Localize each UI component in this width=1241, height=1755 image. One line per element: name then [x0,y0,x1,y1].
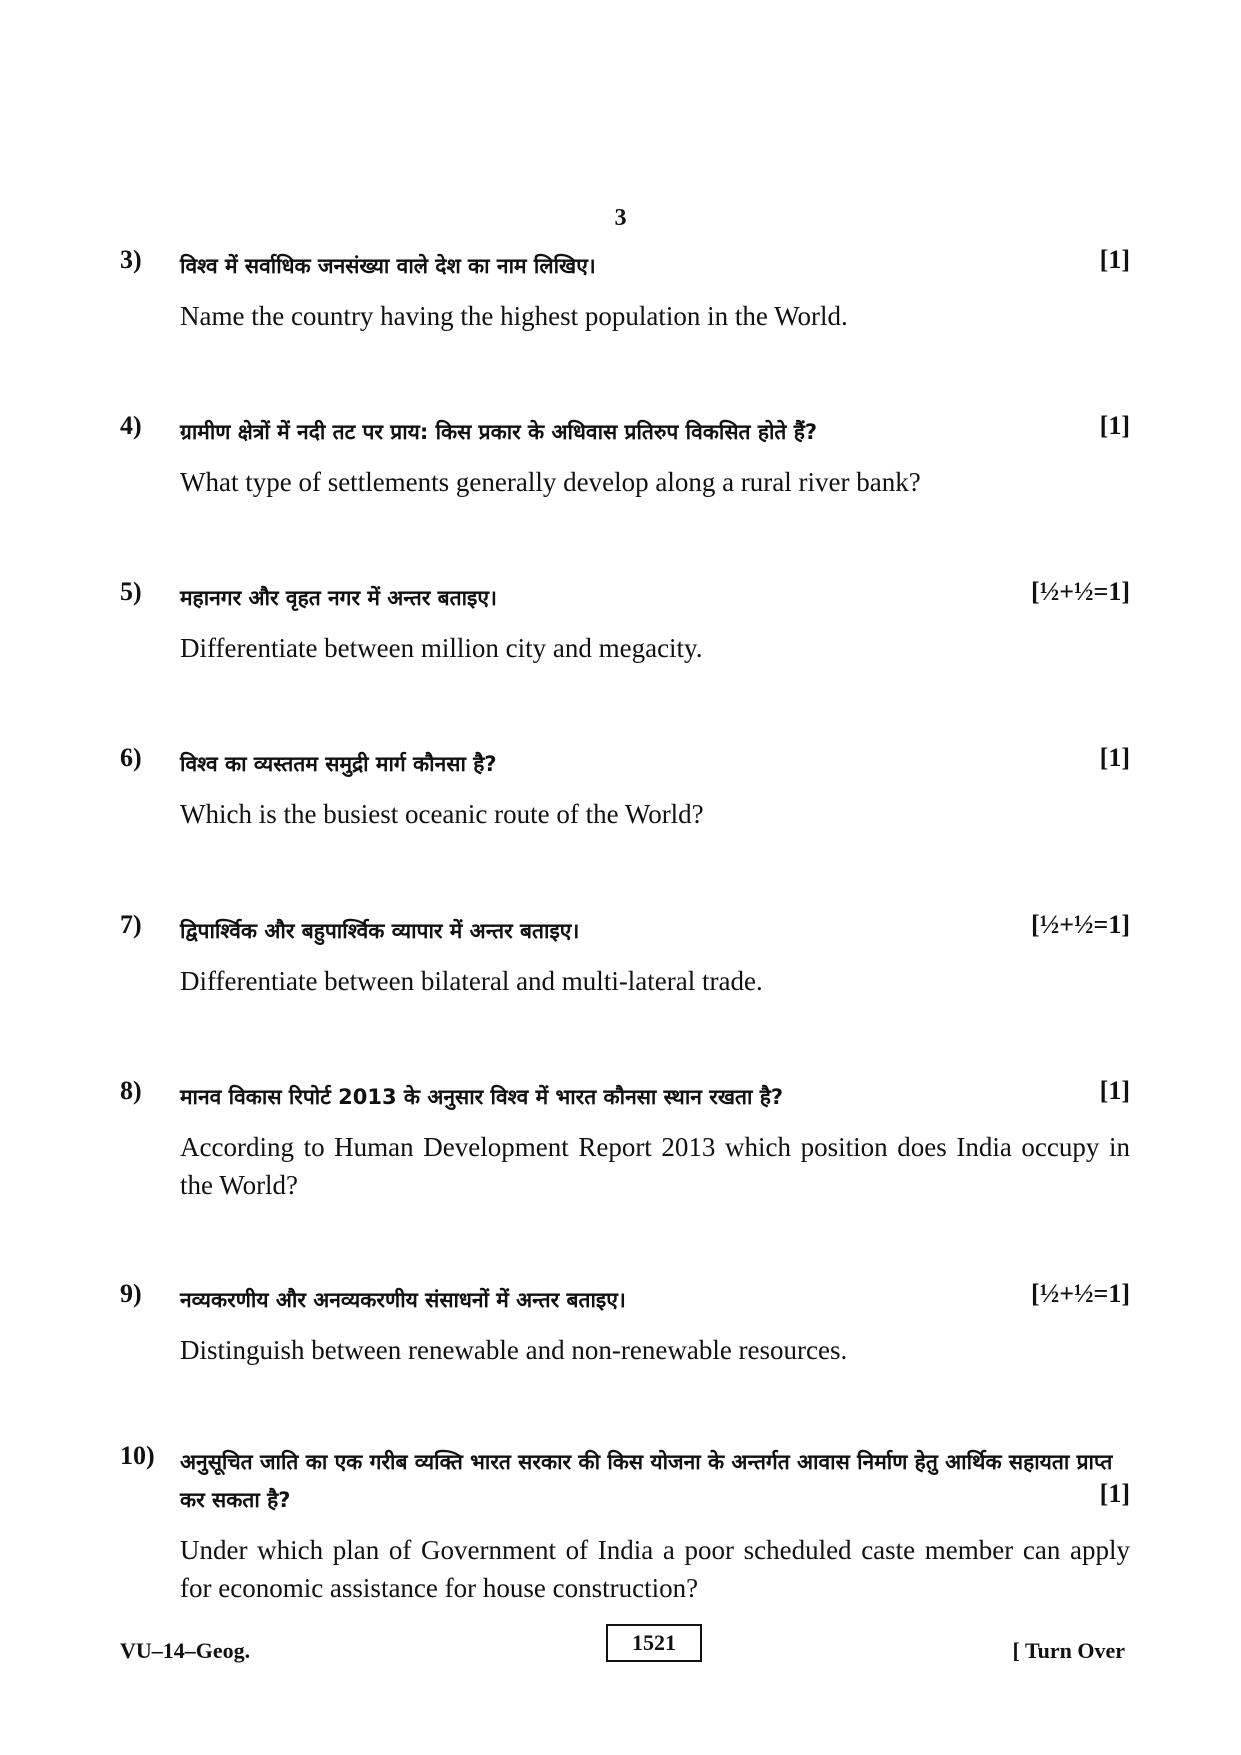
question-number: 5) [120,577,142,606]
question-hindi: ग्रामीण क्षेत्रों में नदी तट पर प्राय: किस प्रकार के अधिवास प्रतिरुप विकसित होते हैं? [180,420,818,444]
page-number: 3 [614,205,627,231]
question-hindi: महानगर और वृहत नगर में अन्तर बताइए। [180,586,497,610]
question-hindi: द्विपार्श्विक और बहुपार्श्विक व्यापार में अन्तर बताइए। [180,919,580,943]
question-marks: [1] [1099,1076,1130,1105]
question-number: 7) [120,910,142,939]
question-hindi: अनुसूचित जाति का एक गरीब व्यक्ति भारत सरकार की किस योजना के अन्तर्गत आवास निर्माण हेतु आर्थिक सहायता प्राप्त कर सकता है? [180,1450,1113,1512]
question-hindi: विश्व का व्यस्ततम समुद्री मार्ग कौनसा है? [180,752,497,776]
question-english: According to Human Development Report 2013 which position does India occupy in the World? [180,1132,1130,1200]
question-english: Differentiate between bilateral and multi-lateral trade. [180,966,763,996]
question-hindi: विश्व में सर्वाधिक जनसंख्या वाले देश का नाम लिखिए। [180,254,596,278]
page-code-box: 1521 [606,1624,702,1662]
turn-over-label: [ Turn Over [1012,1638,1125,1663]
question-english: What type of settlements generally develop along a rural river bank? [180,467,921,497]
question-hindi: नव्यकरणीय और अनव्यकरणीय संसाधनों में अन्तर बताइए। [180,1288,626,1312]
question-marks: [1] [1099,743,1130,772]
question-number: 3) [120,245,142,274]
question-english: Distinguish between renewable and non-renewable resources. [180,1335,848,1365]
question-marks: [½+½=1] [1031,577,1130,606]
question-english: Differentiate between million city and megacity. [180,633,703,663]
question-marks: [½+½=1] [1031,910,1130,939]
question-number: 6) [120,743,142,772]
question-english: Which is the busiest oceanic route of the World? [180,799,704,829]
paper-code: VU–14–Geog. [120,1638,251,1663]
question-number: 9) [120,1279,142,1308]
question-hindi: मानव विकास रिपोर्ट 2013 के अनुसार विश्व में भारत कौनसा स्थान रखता है? [180,1085,784,1109]
question-marks: [1] [1099,1479,1130,1508]
question-marks: [½+½=1] [1031,1279,1130,1308]
question-english: Name the country having the highest population in the World. [180,301,848,331]
question-number: 8) [120,1076,142,1105]
question-number: 4) [120,411,142,440]
question-marks: [1] [1099,245,1130,274]
question-number: 10) [120,1441,155,1470]
question-english: Under which plan of Government of India a poor scheduled caste member can apply for economic assistance for house construction? [180,1535,1130,1603]
question-marks: [1] [1099,411,1130,440]
